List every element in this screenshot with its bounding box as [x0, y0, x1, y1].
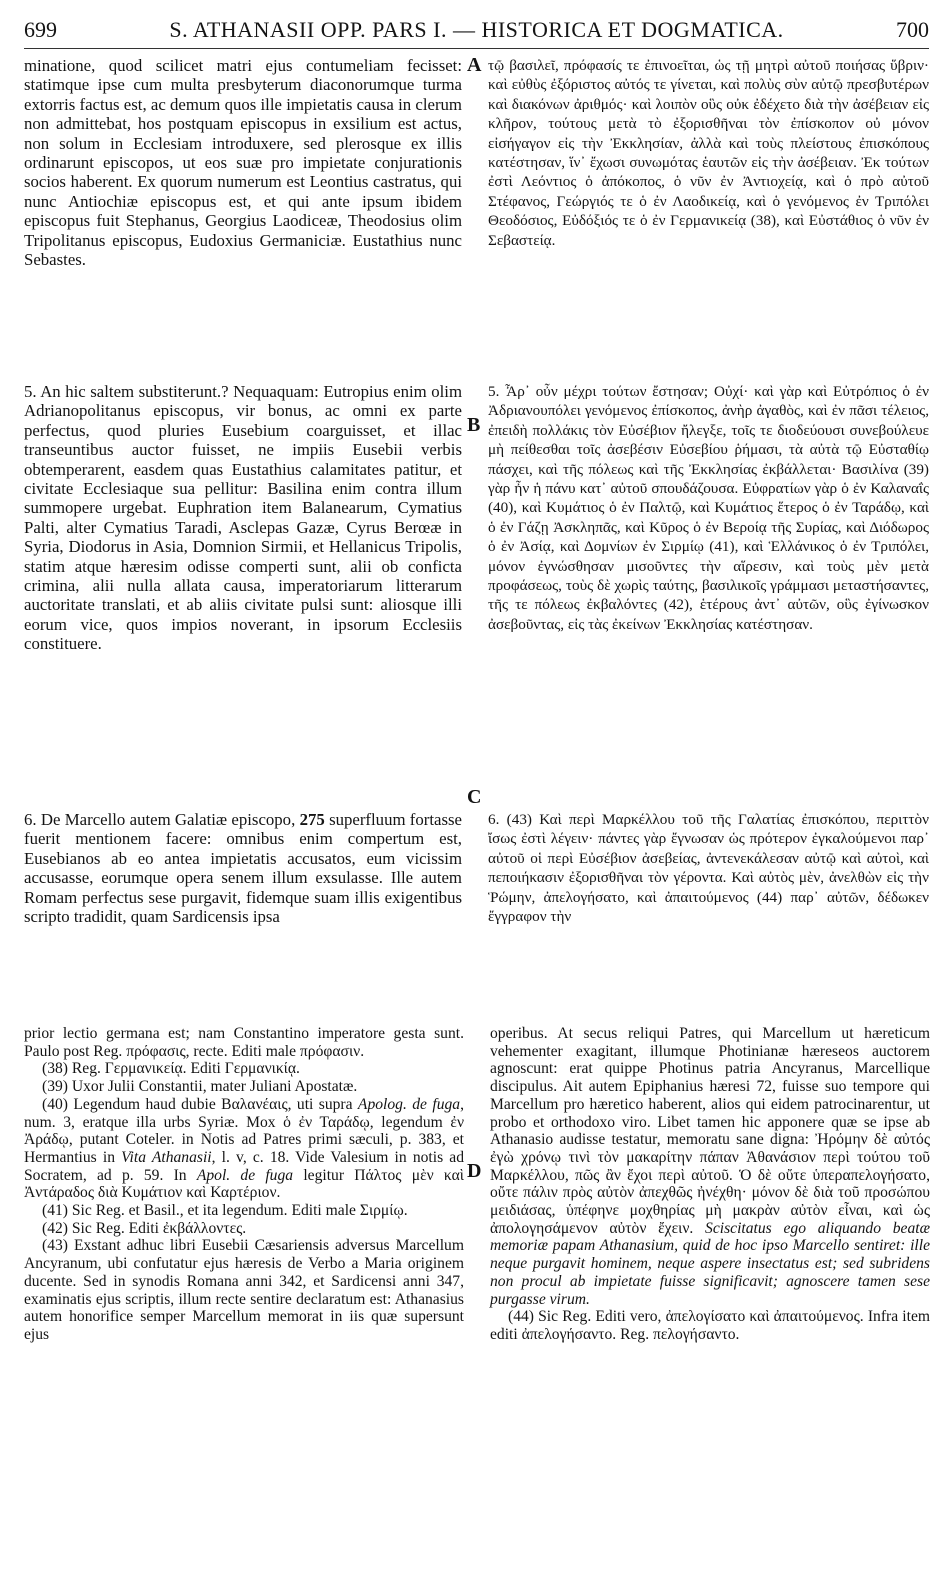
margin-number: 275 — [299, 810, 325, 829]
footnote-41: (41) Sic Reg. et Basil., et ita legendum. Editi male Σιρμίῳ. — [42, 1202, 408, 1220]
footnote-43: (43) Exstant adhuc libri Eusebii Cæsariensis adversus Marcellum Ancyranum, ubi confutatur ejus hæresis de Verbo a Maria originem ducente. Sed in synodis Romana anni 342, et Sardicensi anni 347, examinatis ejus scriptis, illum recte sentire declaratum est: Athanasius autem honorifice semper Marcellum memorat in iis quæ supersunt ejus — [24, 1237, 464, 1343]
latin-text-3 — [24, 810, 462, 926]
section-marker-a: A — [467, 54, 482, 76]
footnote-43-continued: operibus. At secus reliqui Patres, qui Marcellum ut hæreticum vehementer exagitant, illumque Photinianæ hæreseos auctorem agnoscunt: erat quippe Photinus patria Ancyranus, Marcellique discipulus. Ait autem Epiphanius hæresi 72, fuisse suo tempore qui Marcellum pro hæretico haberent, alios qui eidem patrocinarentur, ut probo et orthodoxo viro. Libet tamen hic apponere quæ se ipse ab Athanasio audisse testatur, memoratu sane digna: Ἠρόμην δὲ αὐτός ἐγὼ χρόνῳ τινὶ τὸν μακαρίτην πάπαν Ἀθανάσιον περὶ τούτου τοῦ Μαρκέλλου, πῶς ἂν ἔχοι περὶ αὐτοῦ. Ὁ δὲ οὔτε ὑπεραπελογήσατο, οὔτε πάλιν πρὸς αὐτὸν ἀπεχθῶς ἠνέχθη· μόνον δὲ διὰ τοῦ προσώπου μειδιάσας, ὑπέφηνε μοχθηρίας μὴ μακρὰν αὐτὸν εἶναι, καὶ ὡς ἀπολογησάμενον αὐτὸν ἔχειν. Sciscitatus ego aliquando beatæ memoriæ papam Athanasium, quid de hoc ipso Marcello sentiret: ille neque purgavit hominem, neque aspere insectatus est; sed subridens non procul ab impietate fuisse significavit; agnoscere tamen sese purgasse virum. — [490, 1025, 930, 1308]
footnote-continued: prior lectio germana est; nam Constantino imperatore gesta sunt. Paulo post Reg. πρόφασις, recte. Editi male πρόφασιν. — [24, 1025, 464, 1060]
greek-paragraph-1 — [488, 56, 929, 250]
footnote-38: (38) Reg. Γερμανικείᾳ. Editi Γερμανικίᾳ. — [42, 1060, 300, 1078]
greek-paragraph-3 — [488, 810, 929, 926]
latin-text-1: minatione, quod scilicet matri ejus contumeliam fecisset: statimque ipse cum multa presbyterum diaconorumque turma extorris factus est, ac demum quos ille impietatis causa in clerum non admittebat, hos postquam episcopus in exsilium est actus, non solum in Ecclesiam introduxere, sed plerosque ex illis ordinarunt episcopos, ut eos suæ pro impietate conjurationis socios haberent. Ex quorum numerum est Leontius castratus, qui nunc Antiochiæ episcopus est, et qui ante ipsum ibidem episcopus fuit Stephanus, Georgius Laodiceæ, Theodosius olim Tripolitanus episcopus, Eudoxius Germaniciæ. Eustathius nunc Sebastes. — [24, 56, 462, 270]
greek-text-1: τῷ βασιλεῖ, πρόφασίς τε ἐπινοεῖται, ὡς τῇ μητρὶ αὐτοῦ ποιήσας ὕβριν· καὶ εὐθὺς ἐξόριστος αὐτός τε γίνεται, καὶ πολὺς σὺν αὐτῷ πρεσβυτέρων καὶ διακόνων ἀριθμός· καὶ λοιπὸν οὓς οὐκ ἐδέχετο διὰ τὴν ἀσέβειαν εἰς κλῆρον, τούτους μετὰ τὸ ἐξορισθῆναι τὸν ἐπίσκοπον οὐ μόνον εἰσήγαγον εἰς τὴν Ἐκκλησίαν, ἀλλὰ καὶ τοὺς πλείστους ἐπισκόπους κατέστησαν, ἵν᾿ ἔχωσι συνωμότας ἑαυτῶν εἰς τὴν ἀσέβειαν. Ἐκ τούτων ἐστὶ Λεόντιος ὁ ἀπόκοπος, ὁ νῦν ἐν Ἀντιοχείᾳ, καὶ ὁ πρὸ αὐτοῦ Στέφανος, Γεώργιός τε ὁ ἐν Λαοδικείᾳ, καὶ ὁ γενόμενος ἐν Τριπόλει Θεοδόσιος, Εὐδόξιός τε ὁ ἐν Γερμανικείᾳ (38), καὶ Εὐστάθιος ὁ νῦν ἐν Σεβαστείᾳ. — [488, 57, 929, 249]
greek-paragraph-2 — [488, 382, 929, 634]
latin-text-3a: 6. De Marcello autem Galatiæ episcopo, — [24, 810, 296, 829]
footnote-39: (39) Uxor Julii Constantii, mater Juliani Apostatæ. — [42, 1078, 358, 1096]
footnote-40: (40) Legendum haud dubie Βαλανέαις, uti supra Apolog. de fuga, num. 3, eratque illa urbs Syriæ. Mox ὁ ἐν Ταράδῳ, legendum ἐν Ἀράδῳ, putant Coteler. in Notis ad Patres primi sæculi, p. 383, et Hermantius in Vita Athanasii, l. v, c. 18. Vide Valesium in notis ad Socratem, ad p. 59. In Apol. de fuga legitur Πάλτος μὲν καὶ Ἀντάραδος διὰ Κυμάτιον καὶ Καρτέριον. — [24, 1095, 465, 1202]
latin-text-3b: superfluum fortasse fuerit mentionem facere: omnibus enim compertum est, Eusebianos ab eo antea impietatis accusatos, eum vicissim accusasse, eorumque opera senem illum exsulasse. Ille autem Romam perfectus sese purgavit, fidemque suam illis exigentibus scripto tradidit, quam Sardicensis ipsa — [24, 810, 462, 927]
latin-text-2: 5. An hic saltem substiterunt.? Nequaquam: Eutropius enim olim Adrianopolitanus episcopus, vir bonus, ac omni ex parte perfectus, quod pluries Eusebium coarguisset, et illac transeuntibus auctor fuisset, ne impiis Eusebii verbis obtemperarent, easdem quas Eustathius calamitates patitur, et civitate Ecclesiaque sua pellitur: Basilina enim contra illum summopere urgebat. Euphration item Balanearum, Cymatius Palti, alter Cymatius Taradi, Asclepas Gazæ, Cyrus Berœæ in Syria, Diodorus in Asia, Domnion Sirmii, et Hellanicus Tripolis, statim atque hæresim odisse comperti sunt, alii ob conficta crimina, alii nulla allata causa, imperatoriarum litterarum auctoritate translati, et ab aliis civitate pulsi sunt: aliosque illi eorum vice, quos impios noverant, in ipsorum Ecclesiis constituere. — [24, 382, 462, 654]
latin-paragraph-2 — [24, 382, 462, 654]
footnote-44: (44) Sic Reg. Editi vero, ἀπελογίσατο καὶ ἀπαιτούμενος. Infra item editi ἀπελογήσαντο. Reg. πελογήσαντο. — [490, 1308, 930, 1343]
page-number-left: 699 — [24, 17, 57, 42]
greek-text-2: 5. Ἆρ᾿ οὖν μέχρι τούτων ἔστησαν; Οὐχί· καὶ γὰρ καὶ Εὐτρόπιος ὁ ἐν Ἀδριανουπόλει γενόμενος ἐπίσκοπος, ἀνὴρ ἀγαθὸς, καὶ ἐν πᾶσι τέλειος, ἐπειδὴ πολλάκις τὸν Εὐσέβιον ἤλεγξε, τοῖς τε διοδεύουσι συνεβούλευε μὴ πείθεσθαι τοῖς ἀσεβέσιν Εὐσεβίου ῥήμασι, τὰ αὐτὰ τῷ Εὐσταθίῳ πάσχει, καὶ τῆς πόλεως καὶ τῆς Ἐκκλησίας ἐκβάλλεται· Βασιλίνα (39) γὰρ ἦν ἡ πάνυ κατ᾿ αὐτοῦ σπουδάζουσα. Εὐφρατίων γὰρ ὁ ἐν Καλαναΐς (40), καὶ Κυμάτιος ὁ ἐν Παλτῷ, καὶ Κυμάτιος ἕτερος ὁ ἐν Ταράδῳ, καὶ ὁ ἐν Γάζῃ Ἀσκληπᾶς, καὶ Κῦρος ὁ ἐν Βεροίᾳ τῆς Συρίας, καὶ Διόδωρος ὁ ἐν Ἀσίᾳ, καὶ Δομνίων ἐν Σιρμίῳ (41), καὶ Ἑλλάνικος ὁ ἐν Τριπόλει, μόνον ἐγνώσθησαν μισοῦντες τὴν αἵρεσιν, καὶ τοὺς μὲν μετὰ προφάσεως, τοὺς δὲ χωρὶς ταύτης, βασιλικοῖς γράμμασι μεταστήσαντες, τῆς τε πόλεως ἐκβαλόντες (42), ἑτέρους ἀντ᾿ αὐτῶν, οὓς ἐγίνωσκον ἀσεβοῦντας, εἰς τὰς ἐκείνων Ἐκκλησίας κατέστησαν. — [488, 383, 929, 633]
section-marker-d: D — [467, 1160, 482, 1182]
greek-text-3: 6. (43) Καὶ περὶ Μαρκέλλου τοῦ τῆς Γαλατίας ἐπισκόπου, περιττὸν ἴσως ἐστὶ λέγειν· πάντες γὰρ ἔγνωσαν ὡς πρότερον ἐγκαλούμενοι παρ᾿ αὐτοῦ οἱ περὶ Εὐσέβιον ἀσεβείας, ἀντενεκάλεσαν αὐτῷ καὶ αὐτοὶ, καὶ πεποιήκασιν ἐξορισθῆναι τὸν γέροντα. Καὶ αὐτὸς μὲν, ἀνελθὼν εἰς τὴν Ῥώμην, ἀπελογήσατο, καὶ ἀπαιτούμενος (44) παρ᾿ αὐτῶν, δέδωκεν ἔγγραφον τὴν — [488, 811, 929, 926]
latin-paragraph-1 — [24, 56, 462, 269]
footnote-42: (42) Sic Reg. Editi ἐκβάλλοντες. — [42, 1219, 247, 1237]
footnotes-right — [490, 1025, 930, 1344]
section-marker-c: C — [467, 786, 482, 808]
running-title: S. ATHANASII OPP. PARS I. — HISTORICA ET DOGMATICA. — [169, 17, 784, 42]
section-marker-b: B — [467, 414, 481, 436]
page-number-right: 700 — [896, 17, 929, 42]
header-rule — [24, 48, 929, 49]
footnotes-left — [24, 1025, 464, 1344]
latin-paragraph-3 — [24, 810, 462, 926]
running-header — [24, 16, 929, 44]
